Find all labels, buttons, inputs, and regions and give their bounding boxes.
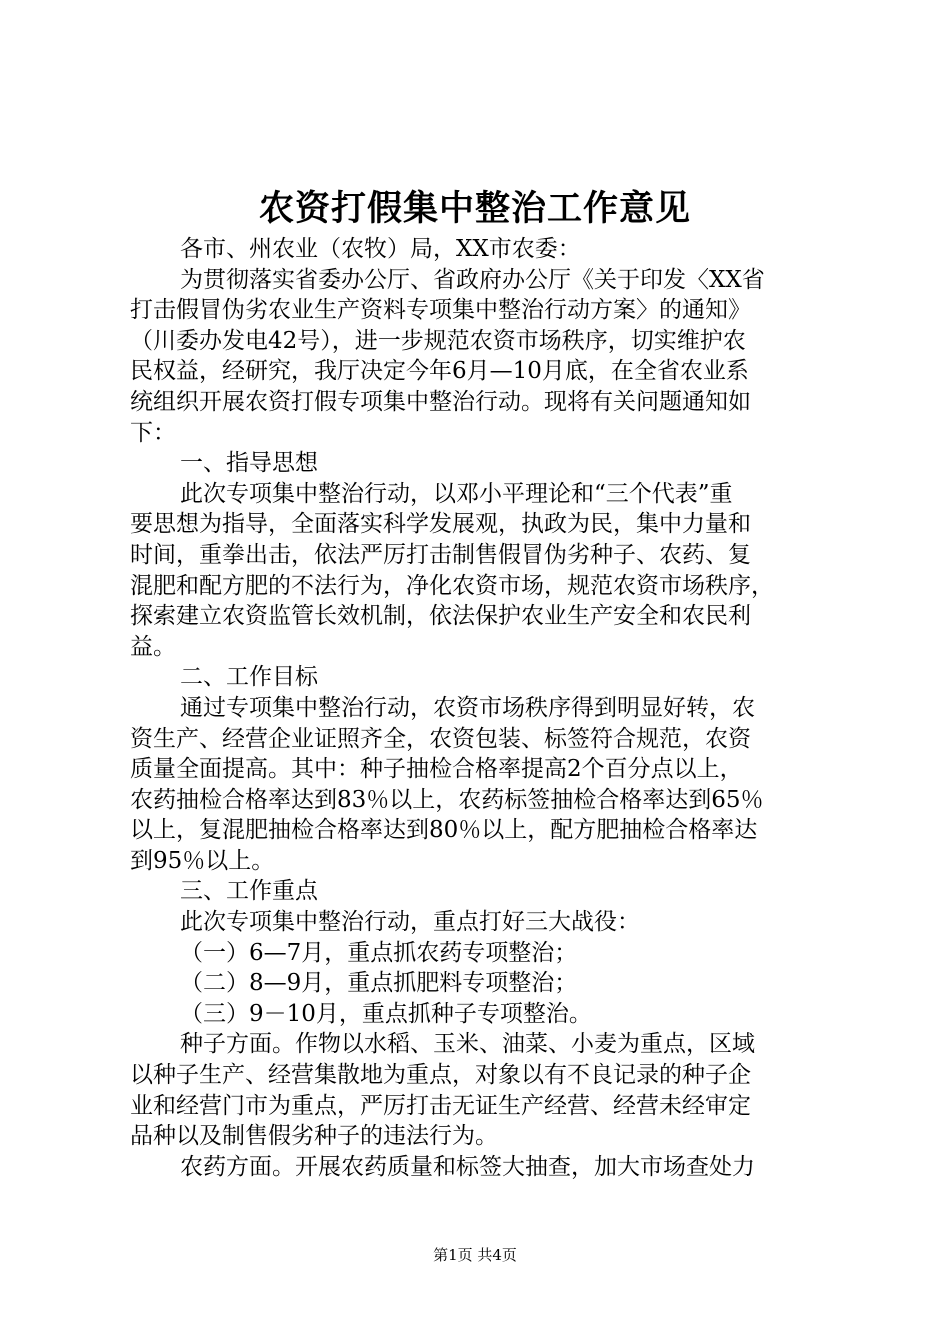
text-line: 农药方面。开展农药质量和标签大抽查，加大市场查处力	[180, 1153, 755, 1180]
text-line: 要思想为指导，全面落实科学发展观，执政为民，集中力量和	[130, 511, 751, 538]
text-line: 时间，重拳出击，依法严厉打击制售假冒伪劣种子、农药、复	[130, 541, 751, 568]
text-line: 三、工作重点	[180, 878, 318, 905]
text-line: （一）6—7月，重点抓农药专项整治；	[180, 939, 578, 966]
text-line: 种子方面。作物以水稻、玉米、油菜、小麦为重点，区域	[180, 1031, 755, 1058]
text-line: 此次专项集中整治行动，以邓小平理论和“三个代表”重	[180, 480, 733, 507]
text-line: 混肥和配方肥的不法行为，净化农资市场，规范农资市场秩序，	[130, 572, 774, 599]
text-line: 一、指导思想	[180, 450, 318, 477]
text-line: 以上，复混肥抽检合格率达到80％以上，配方肥抽检合格率达	[130, 817, 758, 844]
text-line: 为贯彻落实省委办公厅、省政府办公厅《关于印发〈XX省	[180, 266, 765, 293]
text-line: 统组织开展农资打假专项集中整治行动。现将有关问题通知如	[130, 388, 751, 415]
text-line: 二、工作目标	[180, 664, 318, 691]
text-line: （三）9－10月，重点抓种子专项整治。	[180, 1000, 592, 1027]
text-line: 质量全面提高。其中：种子抽检合格率提高2个百分点以上，	[130, 756, 743, 783]
page-footer: 第1页 共4页	[433, 1246, 517, 1264]
text-line: 农药抽检合格率达到83％以上，农药标签抽检合格率达到65％	[130, 786, 764, 813]
text-line: 探索建立农资监管长效机制，依法保护农业生产安全和农民利	[130, 603, 751, 630]
text-line: 各市、州农业（农牧）局，XX市农委：	[180, 236, 581, 262]
text-line: （二）8—9月，重点抓肥料专项整治；	[180, 970, 578, 997]
document-body	[130, 234, 834, 1182]
text-line: 通过专项集中整治行动，农资市场秩序得到明显好转，农	[180, 694, 755, 721]
text-line: 此次专项集中整治行动，重点打好三大战役：	[180, 909, 640, 936]
text-line: 资生产、经营企业证照齐全，农资包装、标签符合规范，农资	[130, 725, 751, 752]
text-line: 益。	[130, 633, 176, 660]
text-line: 业和经营门市为重点，严厉打击无证生产经营、经营未经审定	[130, 1092, 751, 1119]
document-title: 农资打假集中整治工作意见	[258, 189, 691, 229]
text-line: 下：	[130, 419, 176, 446]
text-line: 品种以及制售假劣种子的违法行为。	[130, 1123, 498, 1150]
text-line: 到95％以上。	[130, 847, 275, 874]
text-line: （川委办发电42号），进一步规范农资市场秩序，切实维护农	[130, 327, 746, 354]
text-line: 民权益，经研究，我厅决定今年6月—10月底，在全省农业系	[130, 358, 749, 385]
text-line: 打击假冒伪劣农业生产资料专项集中整治行动方案〉的通知》	[130, 297, 751, 324]
text-line: 以种子生产、经营集散地为重点，对象以有不良记录的种子企	[130, 1062, 751, 1089]
